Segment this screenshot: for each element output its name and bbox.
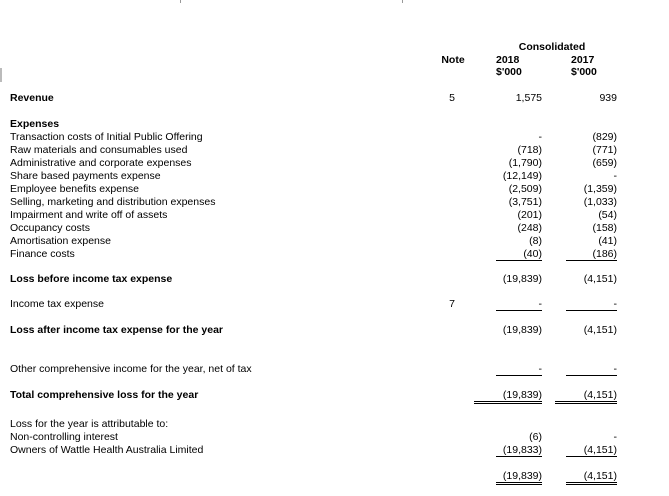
unit-2017-header: $'000 [571,66,597,78]
expense-2017: (186) [566,248,617,261]
expense-label: Selling, marketing and distribution expenses [10,196,216,208]
nci-2018: (6) [529,431,542,443]
expenses-heading: Expenses [10,118,60,130]
expense-label: Finance costs [10,248,75,260]
revenue-note: 5 [449,92,455,104]
expense-2018: (1,790) [508,157,542,169]
page-edge-mark [180,0,181,3]
attributable-heading: Loss for the year is attributable to: [10,418,169,430]
expense-2017: (1,033) [583,196,617,208]
oci-label: Other comprehensive income for the year, net of tax [10,363,252,375]
expense-label: Transaction costs of Initial Public Offering [10,131,203,143]
revenue-2018: 1,575 [515,92,542,104]
expense-label: Employee benefits expense [10,183,139,195]
expense-2017: (659) [592,157,617,169]
loss-before-tax-label: Loss before income tax expense [10,273,173,285]
loss-after-tax-2018: (19,839) [502,324,542,336]
revenue-label: Revenue [10,92,54,104]
owners-2017: (4,151) [566,444,617,457]
income-tax-note: 7 [449,298,455,310]
nci-label: Non-controlling interest [10,431,118,443]
loss-after-tax-2017: (4,151) [583,324,617,336]
oci-2018: - [496,363,542,376]
total-comprehensive-2018: (19,839) [474,389,542,404]
year-2018-header: 2018 [496,54,520,66]
attributable-total-2018: (19,839) [496,470,542,485]
total-comprehensive-2017: (4,151) [555,389,617,404]
expense-2017: - [613,170,617,182]
loss-after-tax-label: Loss after income tax expense for the year [10,324,223,336]
income-tax-label: Income tax expense [10,298,104,310]
expense-2017: (1,359) [583,183,617,195]
unit-2018-header: $'000 [496,66,522,78]
expense-2018: (2,509) [508,183,542,195]
expense-2018: (201) [517,209,542,221]
expense-label: Impairment and write off of assets [10,209,168,221]
expense-label: Raw materials and consumables used [10,144,188,156]
expense-2018: (718) [517,144,542,156]
expense-2017: (54) [598,209,617,221]
expense-2018: (8) [529,235,542,247]
year-2017-header: 2017 [571,54,595,66]
revenue-2017: 939 [599,92,617,104]
expense-2018: - [538,131,542,143]
attributable-total-2017: (4,151) [566,470,617,485]
loss-before-tax-2017: (4,151) [583,273,617,285]
owners-label: Owners of Wattle Health Australia Limited [10,444,204,456]
expense-2018: (3,751) [508,196,542,208]
expense-2018: (40) [496,248,542,261]
expense-label: Occupancy costs [10,222,90,234]
note-column-header: Note [441,54,465,66]
expense-2017: (41) [598,235,617,247]
loss-before-tax-2018: (19,839) [502,273,542,285]
expense-label: Amortisation expense [10,235,111,247]
page-edge-mark [402,0,403,3]
expense-2017: (829) [592,131,617,143]
expense-2018: (248) [517,222,542,234]
income-tax-2017: - [566,298,617,311]
expense-2017: (158) [592,222,617,234]
page-edge-mark [0,68,2,82]
consolidated-header: Consolidated [518,41,586,53]
expense-label: Administrative and corporate expenses [10,157,192,169]
nci-2017: - [613,431,617,443]
expense-2018: (12,149) [502,170,542,182]
owners-2018: (19,833) [496,444,542,457]
income-tax-2018: - [496,298,542,311]
expense-2017: (771) [592,144,617,156]
oci-2017: - [566,363,617,376]
total-comprehensive-label: Total comprehensive loss for the year [10,389,199,401]
expense-label: Share based payments expense [10,170,161,182]
